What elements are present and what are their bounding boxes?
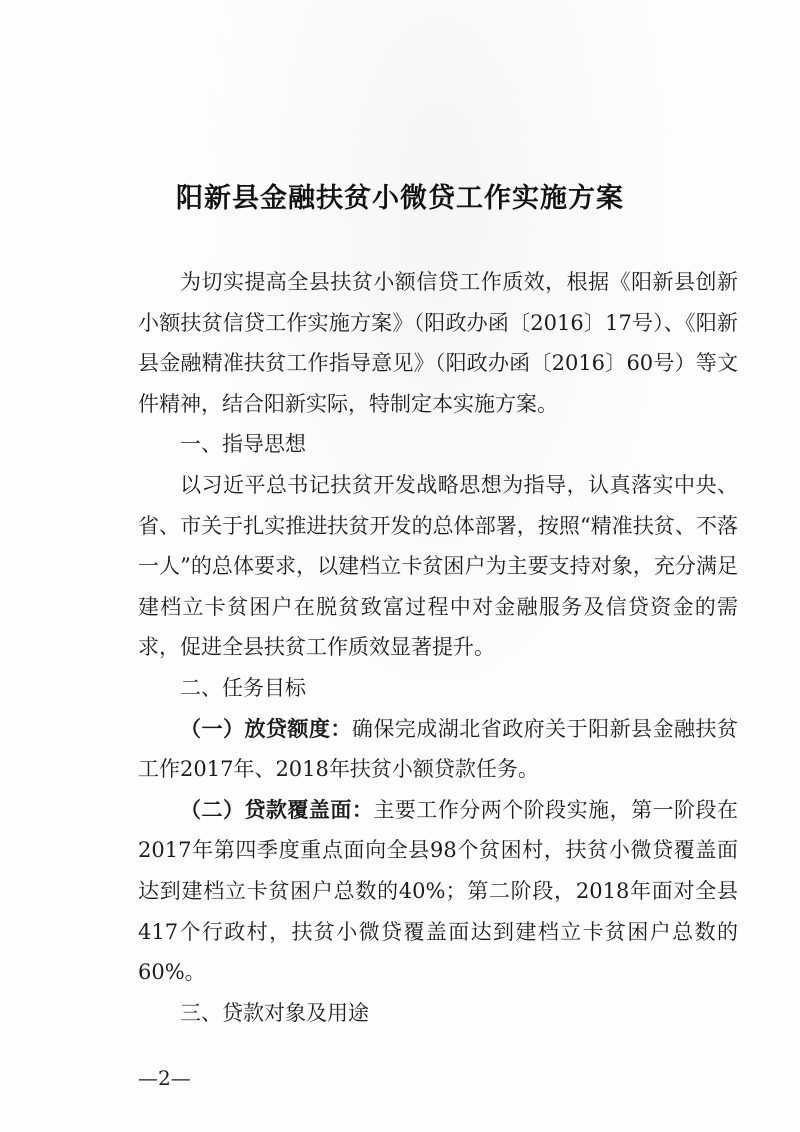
section-heading-loan-targets: 三、贷款对象及用途	[180, 1000, 369, 1025]
document-body	[138, 262, 738, 1033]
guiding-ideology-paragraph: 以习近平总书记扶贫开发战略思想为指导，认真落实中央、省、市关于扎实推进扶贫开发的总体部署，按照“精准扶贫、不落一人”的总体要求，以建档立卡贫困户为主要支持对象，充分满足建档立卡贫困户在脱贫致富过程中对金融服务及信贷资金的需求，促进全县扶贫工作质效显著提升。	[138, 472, 738, 660]
intro-paragraph: 为切实提高全县扶贫小额信贷工作质效，根据《阳新县创新小额扶贫信贷工作实施方案》（阳政办函〔2016〕17号）、《阳新县金融精准扶贫工作指导意见》（阳政办函〔2016〕60号）等文件精神，结合阳新实际，特制定本实施方案。	[138, 270, 738, 416]
page-number: —2—	[138, 1066, 191, 1090]
section-heading-task-goals: 二、任务目标	[180, 675, 306, 700]
section-heading-guiding-ideology: 一、指导思想	[180, 432, 306, 457]
loan-amount-label: （一）放贷额度：	[180, 715, 352, 741]
loan-coverage-text: 主要工作分两个阶段实施，第一阶段在2017年第四季度重点面向全县98个贫困村，扶贫小微贷覆盖面达到建档立卡贫困户总数的40%；第二阶段，2018年面对全县417个行政村，扶贫小微贷覆盖面达到建档立卡贫困户总数的60%。	[138, 797, 739, 985]
task-goal-loan-amount	[138, 709, 738, 790]
loan-coverage-label: （二）贷款覆盖面：	[180, 796, 374, 822]
document-title: 阳新县金融扶贫小微贷工作实施方案	[176, 183, 624, 214]
task-goal-loan-coverage	[138, 790, 738, 993]
loan-amount-text: 确保完成湖北省政府关于阳新县金融扶贫工作2017年、2018年扶贫小额贷款任务。	[138, 716, 739, 782]
